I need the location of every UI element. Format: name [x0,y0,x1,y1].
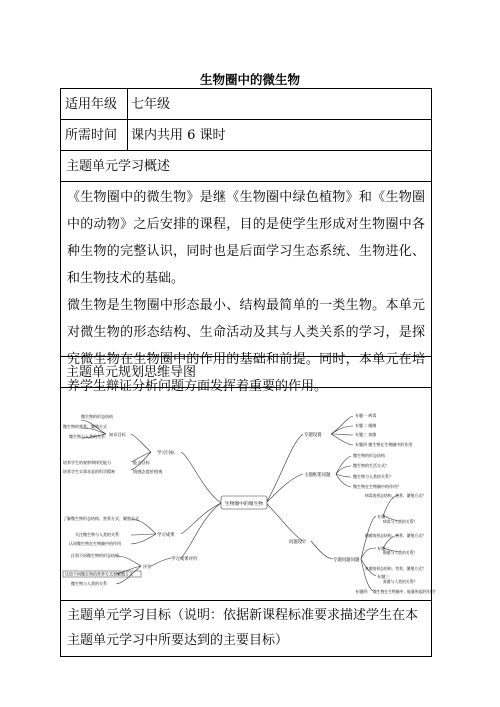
grade-row [61,89,431,120]
mm-b3-leaf1: 区别不同微生物的形态结构 [71,553,119,558]
mm-r4-leaf6: 真菌与人类的关系？ [383,579,418,584]
mm-b1-leaf2: 微生物的营养、繁殖方式 [63,424,107,429]
mm-r4-leaf2: 病毒与人类的关系？ [383,519,418,524]
goals-cell: 主题单元学习目标（说明：依据新课程标准要求描述学生在本主题单元学习中所要达到的主要目标） [67,608,419,648]
mm-r4-sub3: 专题三 [377,574,390,579]
mm-r2-leaf1: 微生物的形态结构 [353,453,385,458]
mindmap-diagram [61,388,438,600]
mm-r1: 专题设置 [304,433,322,438]
overview-heading: 主题单元学习概述 [61,151,431,182]
mm-r1-leaf2: 专题二 细菌 [355,423,377,428]
mm-r4-sub4: 专题四 [355,589,368,594]
mm-r1-leaf1: 专题一 病毒 [355,413,377,418]
hours-value: 课内共用 6 课时 [131,128,226,143]
mm-r2-leaf3: 微生物与人类的关系？ [353,474,393,479]
mm-r3: 问题设计 [289,540,307,545]
mindmap-cell [61,388,438,601]
hours-label: 所需时间 [61,120,128,150]
grade-value: 七年级 [131,97,171,112]
lesson-plan-table [60,88,438,657]
mindmap-center: 生物圈中的微生物 [224,502,264,507]
mm-b2-leaf2: 关注微生物与人类的关系 [75,532,119,537]
mm-b1-leaf3: 微生物与人类的关系 [69,434,105,439]
mm-r4-leaf7: 微生物在生物圈中、能量所起的作用？ [373,589,438,594]
mindmap-heading: 主题单元规划思维导图 [61,357,431,388]
mm-b2-leaf3: 认同微生物在生物圈中的作用 [69,541,121,546]
mm-r4-sub1: 专题一 [377,514,390,519]
mm-b2: 学习成果 [157,533,175,538]
mm-r4-leaf4: 细菌与人类的关系？ [383,550,418,555]
hours-row [61,120,431,151]
grade-label: 适用年级 [61,89,128,119]
mm-b2-leaf1: 了解微生物形态结构、营养方式、繁殖方式 [63,516,139,521]
mm-r2: 主题框架问题 [304,473,331,478]
mm-b1-sub3: 情感态度价值观 [133,469,163,474]
mm-b3-leaf2: 比较不同微生物的营养方式和繁殖方式 [65,571,133,577]
mm-r2-leaf4: 微生物在生物圈中的作用？ [353,484,401,489]
mm-r4-leaf1: 病毒的形态结构、营养、繁殖方式？ [365,493,426,498]
mm-b1-sub2: 能力目标 [133,460,150,465]
mm-r2-leaf2: 微生物的生活方式？ [353,463,389,468]
mm-b1-leaf1: 微生物的形态结构 [81,414,113,419]
mm-b3: 学习成果评价 [171,557,198,562]
mm-r1-leaf3: 专题三 真菌 [355,432,377,437]
mm-r4-leaf5: 真菌的形态结构、营养、繁殖方式？ [365,566,426,571]
mm-b3-sub: 评价 [143,564,152,569]
overview-paragraph-1: 《生物圈中的微生物》是继《生物圈中绿色植物》和《生物圈中的动物》之后安排的课程，目的是使学生形成对生物圈中各种生物的完整认识，同时也是后面学习生态系统、生物进化、和生物技术的基础。 [67,190,425,286]
overview-paragraph-2: 微生物是生物圈中形态最小、结构最简单的一类生物。本单元对微生物的形态结构、生命活动及其与人类关系的学习，是探究微生物在生物圈中的作用的基础和前提。同时，本单元在培养学生辩证分析问题方面发挥着重要的作用。 [67,298,425,394]
mm-b1-leaf4: 培养学生的观察和探究能力 [63,460,111,465]
mm-b3-leaf3: 微生物与人类的关系 [71,581,107,586]
mm-r4-leaf3: 细菌的形态结构、营养、繁殖方式？ [365,533,426,538]
mm-b1: 学习目标 [157,451,175,456]
mm-b1-leaf5: 培养学生实事求是的科学精神 [63,469,115,474]
page-title: 生物圈中的微生物 [199,72,300,87]
mm-b1-sub1: 知识目标 [109,432,126,437]
mm-r4-sub2: 专题二 [377,546,390,551]
mm-r1-leaf4: 专题四 微生物在生物圈中的作用 [355,442,413,447]
mm-r4: 专题问题问题 [333,558,360,563]
